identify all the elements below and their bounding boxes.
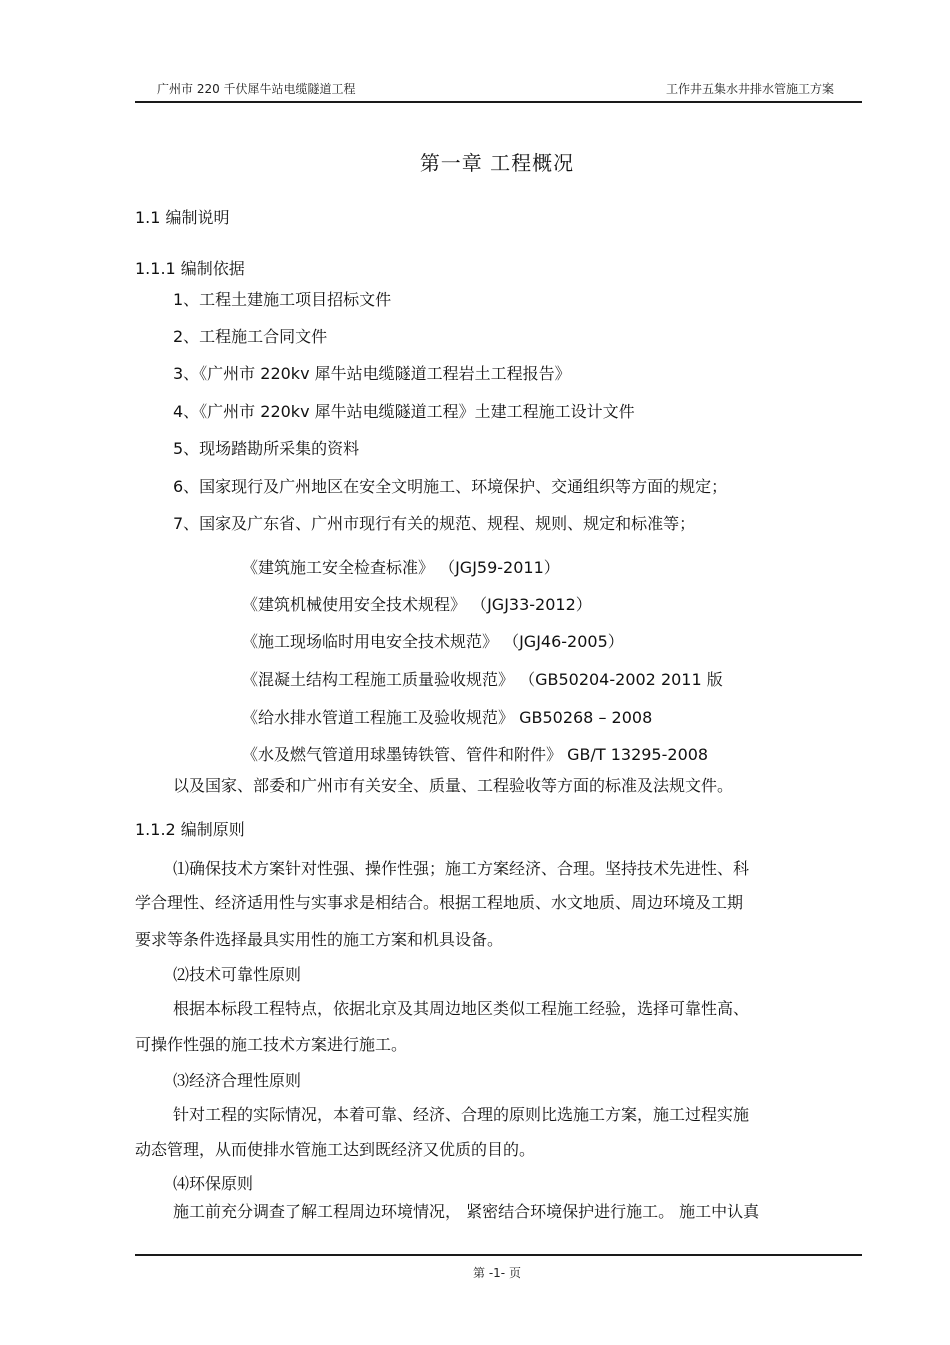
standard-item-1: 《建筑施工安全检查标准》 （JGJ59-2011） [242, 558, 560, 577]
page-header-right: 工作井五集水井排水管施工方案 [665, 82, 834, 96]
chapter-title: 第一章 工程概况 [419, 151, 575, 175]
principle-4-title: ⑷环保原则 [173, 1174, 254, 1193]
principle-1-line-2: 学合理性、经济适用性与实事求是相结合。根据工程地质、水文地质、周边环境及工期 [135, 893, 744, 912]
page-number: 第 -1- 页 [473, 1266, 521, 1280]
standard-item-5: 《给水排水管道工程施工及验收规范》 GB50268 – 2008 [242, 708, 653, 727]
section-heading-1-1: 1.1 编制说明 [135, 208, 230, 227]
section-heading-1-1-1: 1.1.1 编制依据 [135, 259, 245, 278]
principle-2-line-1: 根据本标段工程特点，依据北京及其周边地区类似工程施工经验，选择可靠性高、 [173, 999, 750, 1018]
principle-3-line-2: 动态管理，从而使排水管施工达到既经济又优质的目的。 [135, 1140, 536, 1159]
principle-3-line-1: 针对工程的实际情况，本着可靠、经济、合理的原则比选施工方案，施工过程实施 [173, 1105, 750, 1124]
basis-item-1: 1、工程土建施工项目招标文件 [173, 290, 392, 309]
principle-4-line-1: 施工前充分调查了解工程周边环境情况， 紧密结合环境保护进行施工。 施工中认真 [173, 1202, 760, 1221]
basis-item-7: 7、国家及广东省、广州市现行有关的规范、规程、规则、规定和标准等； [173, 514, 696, 533]
basis-item-5: 5、现场踏勘所采集的资料 [173, 439, 360, 458]
header-rule [135, 101, 862, 103]
principle-1-line-1: ⑴确保技术方案针对性强、操作性强；施工方案经济、合理。坚持技术先进性、科 [173, 859, 750, 878]
principle-2-title: ⑵技术可靠性原则 [173, 965, 302, 984]
basis-item-6: 6、国家现行及广州地区在安全文明施工、环境保护、交通组织等方面的规定； [173, 477, 728, 496]
footer-rule [135, 1254, 862, 1256]
standard-item-6: 《水及燃气管道用球墨铸铁管、管件和附件》 GB/T 13295-2008 [242, 745, 709, 764]
page-header-left: 广州市 220 千伏犀牛站电缆隧道工程 [157, 82, 356, 96]
section-heading-1-1-2: 1.1.2 编制原则 [135, 820, 245, 839]
standard-item-4: 《混凝土结构工程施工质量验收规范》 （GB50204-2002 2011 版 [242, 670, 723, 689]
standards-closing: 以及国家、部委和广州市有关安全、质量、工程验收等方面的标准及法规文件。 [173, 776, 734, 795]
basis-item-2: 2、工程施工合同文件 [173, 327, 328, 346]
standard-item-3: 《施工现场临时用电安全技术规范》 （JGJ46-2005） [242, 632, 624, 651]
principle-3-title: ⑶经济合理性原则 [173, 1071, 302, 1090]
principle-1-line-3: 要求等条件选择最具实用性的施工方案和机具设备。 [135, 930, 504, 949]
basis-item-4: 4、《广州市 220kv 犀牛站电缆隧道工程》土建工程施工设计文件 [173, 402, 635, 421]
standard-item-2: 《建筑机械使用安全技术规程》 （JGJ33-2012） [242, 595, 592, 614]
principle-2-line-2: 可操作性强的施工技术方案进行施工。 [135, 1035, 408, 1054]
basis-item-3: 3、《广州市 220kv 犀牛站电缆隧道工程岩土工程报告》 [173, 364, 571, 383]
